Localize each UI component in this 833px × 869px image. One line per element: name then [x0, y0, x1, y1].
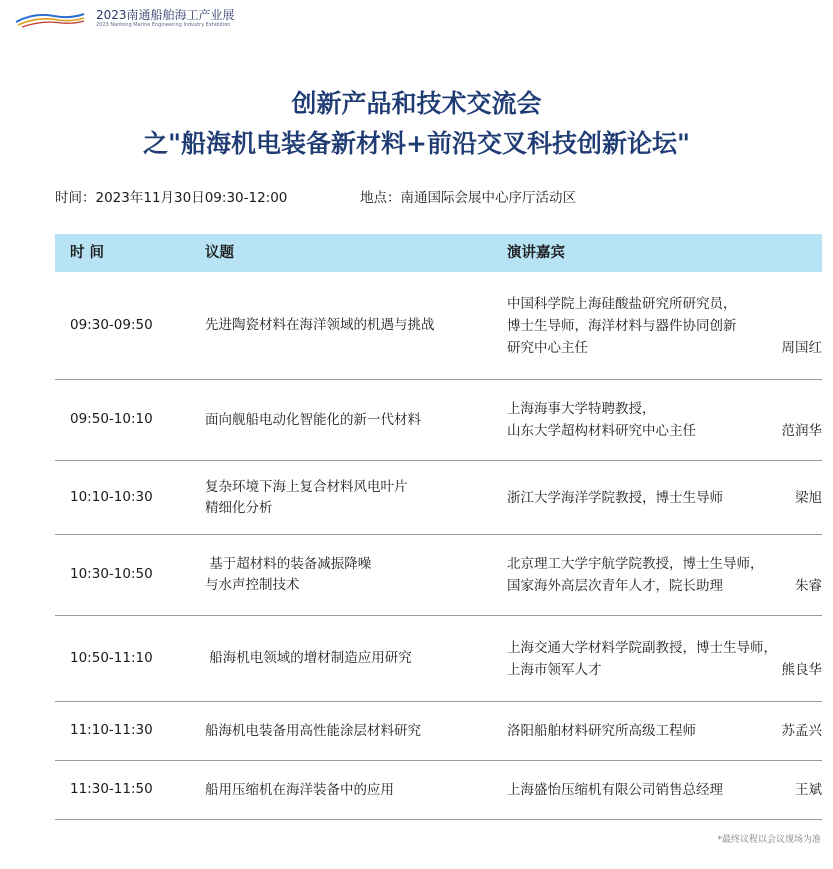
table-row: [55, 272, 822, 380]
table-body: [55, 272, 822, 820]
event-time: 时间：2023年11月30日09:30-12:00: [55, 190, 288, 206]
event-venue: 地点：南通国际会展中心序厅活动区: [360, 190, 576, 206]
table-row: [55, 380, 822, 461]
row-topic: [205, 780, 495, 801]
topic-line: 先进陶瓷材料在海洋领域的机遇与挑战: [205, 317, 435, 333]
table-row: [55, 535, 822, 616]
row-time: 09:50-10:10: [70, 411, 153, 427]
row-speaker: [507, 293, 822, 359]
row-topic: [205, 410, 495, 431]
speaker-line: 上海交通大学材料学院副教授，博士生导师，: [507, 640, 777, 656]
row-speaker: [507, 487, 822, 509]
row-topic: [205, 721, 495, 742]
speaker-name: 周国红: [781, 340, 822, 356]
row-speaker: [507, 779, 822, 801]
logo-title: 2023南通船舶海工产业展: [96, 8, 235, 22]
table-row: [55, 761, 822, 820]
table-row: [55, 616, 822, 702]
speaker-name: 范润华: [781, 423, 822, 439]
ship-wave-logo-icon: [14, 8, 86, 28]
row-time: 10:50-11:10: [70, 650, 153, 666]
topic-line: 精细化分析: [205, 500, 273, 516]
page-title-line2: 之"船海机电装备新材料+前沿交叉科技创新论坛": [143, 129, 690, 158]
speaker-line: 洛阳船舶材料研究所高级工程师: [507, 723, 696, 739]
row-topic: [205, 648, 495, 669]
row-topic: [205, 554, 495, 596]
speaker-name: 王斌: [795, 782, 822, 798]
speaker-line: 研究中心主任: [507, 340, 588, 356]
header-topic: 议题: [205, 245, 234, 261]
speaker-line: 上海市领军人才: [507, 662, 602, 678]
header-speaker: 演讲嘉宾: [507, 245, 565, 261]
speaker-line: 山东大学超构材料研究中心主任: [507, 423, 696, 439]
speaker-line: 上海盛怡压缩机有限公司销售总经理: [507, 782, 723, 798]
topic-line: 复杂环境下海上复合材料风电叶片: [205, 479, 408, 495]
speaker-name: 苏孟兴: [781, 723, 822, 739]
row-speaker: [507, 553, 822, 597]
speaker-line: 浙江大学海洋学院教授，博士生导师: [507, 490, 723, 506]
row-time: 11:10-11:30: [70, 722, 153, 738]
row-speaker: [507, 637, 822, 681]
speaker-name: 熊良华: [781, 662, 822, 678]
header-time: 时 间: [70, 245, 105, 261]
topic-line: 船海机电装备用高性能涂层材料研究: [205, 723, 421, 739]
speaker-name: 朱睿: [795, 578, 822, 594]
footnote: *最终议程以会议现场为准: [717, 835, 821, 845]
table-row: [55, 461, 822, 535]
row-time: 10:10-10:30: [70, 489, 153, 505]
row-time: 09:30-09:50: [70, 317, 153, 333]
speaker-line: 中国科学院上海硅酸盐研究所研究员，: [507, 296, 737, 312]
topic-line: 船用压缩机在海洋装备中的应用: [205, 782, 394, 798]
speaker-line: 国家海外高层次青年人才，院长助理: [507, 578, 723, 594]
topic-line: 基于超材料的装备减振降噪: [205, 556, 372, 572]
topic-line: 与水声控制技术: [205, 577, 300, 593]
exhibition-logo: [14, 6, 244, 30]
agenda-table: [55, 234, 822, 820]
row-time: 11:30-11:50: [70, 781, 153, 797]
page-title-line1: 创新产品和技术交流会: [291, 89, 542, 118]
topic-line: 船海机电领域的增材制造应用研究: [205, 650, 412, 666]
logo-subtitle: 2023 Nantong Marine Engineering Industry Exhibition: [96, 22, 231, 28]
topic-line: 面向舰船电动化智能化的新一代材料: [205, 412, 421, 428]
row-topic: [205, 315, 495, 336]
row-topic: [205, 477, 495, 519]
row-time: 10:30-10:50: [70, 566, 153, 582]
speaker-name: 梁旭: [795, 490, 822, 506]
row-speaker: [507, 398, 822, 442]
speaker-line: 北京理工大学宇航学院教授，博士生导师，: [507, 556, 764, 572]
speaker-line: 博士生导师，海洋材料与器件协同创新: [507, 318, 737, 334]
row-speaker: [507, 720, 822, 742]
speaker-line: 上海海事大学特聘教授，: [507, 401, 656, 417]
table-header: [55, 234, 822, 272]
table-row: [55, 702, 822, 761]
